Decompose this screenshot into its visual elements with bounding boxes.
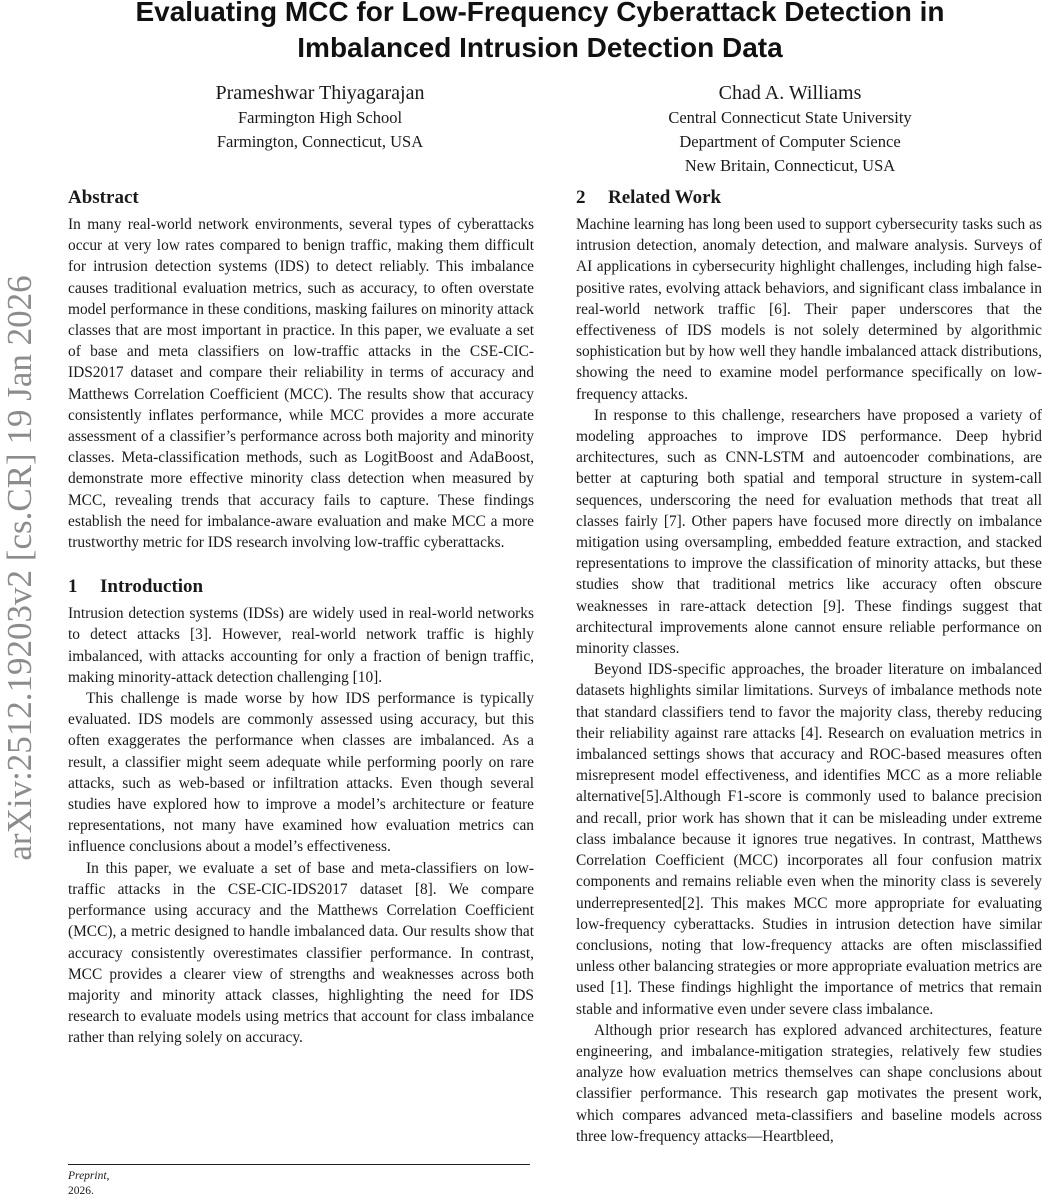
arxiv-id: arXiv:2512.19203v2 [cs.CR] 19 Jan 2026 — [0, 275, 39, 861]
author-department: Department of Computer Science — [679, 132, 901, 151]
related-paragraph-4: Although prior research has explored advanced architectures, feature engineering, and imbalance-mitigation strategies, relatively few studies analyze how evaluation metrics themselves can shape conclusions about classifier performance. This research gap motivates the present work, which compares advanced meta-classifiers and baseline models across three low-frequency attacks—Heartbleed, — [576, 1021, 1042, 1145]
section-number: 2 — [576, 187, 586, 208]
section-heading-introduction — [68, 575, 534, 599]
author-affiliation: Central Connecticut State University — [668, 108, 912, 127]
author-block-1 — [150, 80, 490, 154]
section-heading-related-work — [576, 186, 1042, 210]
footnote-year: 2026. — [68, 1185, 94, 1197]
title-line-2: Imbalanced Intrusion Detection Data — [297, 32, 783, 63]
title-line-1: Evaluating MCC for Low-Frequency Cyberattack Detection in — [135, 0, 945, 27]
related-paragraph-2: In response to this challenge, researchers have proposed a variety of modeling approaches to improve IDS performance. Deep hybrid architectures, such as CNN-LSTM and autoencoder combinations, are better at capturing both spatial and temporal structure in system-call sequences, underscoring the need for evaluation methods that treat all classes fairly [7]. Other papers have focused more directly on imbalance mitigation using oversampling, embedded feature extraction, and stacked representations to improve the classification of minority attacks, but these studies show that traditional metrics like accuracy often obscure weaknesses in rare-attack detection [9]. These findings suggest that architectural improvements alone cannot ensure reliable performance on minority classes. — [576, 406, 1042, 658]
author-location: Farmington, Connecticut, USA — [216, 132, 424, 151]
author-name: Prameshwar Thiyagarajan — [215, 82, 425, 104]
author-name: Chad A. Williams — [718, 82, 862, 104]
abstract-text: In many real-world network environments, several types of cyberattacks occur at very low rates compared to benign traffic, making them difficult for intrusion detection systems (IDS) to detect reliably. This imbalance causes traditional evaluation metrics, such as accuracy, to often overstate model performance in these conditions, masking failures on minority attack classes that are most important in practice. In this paper, we evaluate a set of base and meta classifiers on low-traffic attacks in the CSE-CIC-IDS2017 dataset and compare their reliability in terms of accuracy and Matthews Correlation Coefficient (MCC). The results show that accuracy consistently inflates performance, while MCC provides a more accurate assessment of a classifier’s performance across both majority and minority classes. Meta-classification methods, such as LogitBoost and AdaBoost, demonstrate more effective minority class detection when measured by MCC, revealing trends that accuracy fails to capture. These findings establish the need for imbalance-aware evaluation and make MCC a more trustworthy metric for IDS research involving low-traffic cyberattacks. — [68, 216, 534, 552]
related-paragraph-1: Machine learning has long been used to support cybersecurity tasks such as intrusion detection, anomaly detection, and malware analysis. Surveys of AI applications in cybersecurity highlight challenges, including high false-positive rates, evolving attack behaviors, and significant class imbalance in real-world network traffic [6]. Their paper underscores that the effectiveness of IDS models is not solely determined by algorithmic sophistication but by how well they handle imbalanced attack distributions, showing the need to examine model performance specifically on low-frequency attacks. — [576, 216, 1042, 403]
intro-paragraph-2: This challenge is made worse by how IDS performance is typically evaluated. IDS models are commonly assessed using accuracy, but this often exaggerates the performance when classes are imbalanced. As a result, a classifier might seem adequate while performing poorly on rare attacks, such as web-based or infiltration attacks. Even though several studies have explored how to improve a model’s architecture or feature representations, not many have examined how evaluation metrics can influence conclusions about a model’s effectiveness. — [68, 690, 534, 856]
paper-title — [40, 0, 1040, 66]
related-paragraph-3: Beyond IDS-specific approaches, the broader literature on imbalanced datasets highlights similar limitations. Surveys of imbalance methods note that standard classifiers tend to favor the majority class, thereby reducing their reliability against rare attacks [4]. Research on evaluation metrics in imbalanced settings shows that accuracy and ROC-based measures often misrepresent model effectiveness, and identifies MCC as a more reliable alternative[5].Although F1-score is commonly used to balance precision and recall, prior work has shown that it can be misleading under extreme class imbalance because it ignores true negatives. In contrast, Matthews Correlation Coefficient (MCC) incorporates all four confusion matrix components and remains reliable even when the minority class is severely underrepresented[2]. This makes MCC more appropriate for evaluating low-frequency cyberattacks. Studies in intrusion detection have similar conclusions, noting that low-frequency attacks are often misclassified unless other balancing strategies or more appropriate evaluation metrics are used [1]. These findings highlight the importance of metrics that remain stable and informative even under severe class imbalance. — [576, 661, 1042, 1018]
author-affiliation: Farmington High School — [237, 108, 403, 127]
section-title: Introduction — [100, 576, 204, 598]
intro-paragraph-3: In this paper, we evaluate a set of base and meta-classifiers on low-traffic attacks in the CSE-CIC-IDS2017 dataset [8]. We compare performance using accuracy and the Matthews Correlation Coefficient (MCC), a metric designed to handle imbalanced data. Our results show that accuracy consistently overestimates classifier performance. In contrast, MCC provides a clearer view of strengths and weaknesses across both majority and minority attack classes, highlighting the need for IDS research to evaluate models using metrics that account for class imbalance rather than relying solely on accuracy. — [68, 859, 534, 1047]
footnote-preprint: Preprint, — [68, 1170, 110, 1182]
author-block-2 — [610, 80, 970, 178]
left-column — [68, 186, 534, 1049]
section-title: Related Work — [608, 187, 722, 208]
author-location: New Britain, Connecticut, USA — [684, 156, 896, 175]
footnote — [68, 1164, 530, 1199]
abstract-heading: Abstract — [68, 187, 139, 208]
intro-paragraph-1: Intrusion detection systems (IDSs) are widely used in real-world networks to detect attacks [3]. However, real-world network traffic is highly imbalanced, with attacks accounting for only a fraction of benign traffic, making minority-attack detection challenging [10]. — [68, 605, 534, 686]
section-number: 1 — [68, 576, 78, 598]
right-column — [576, 186, 1042, 1147]
